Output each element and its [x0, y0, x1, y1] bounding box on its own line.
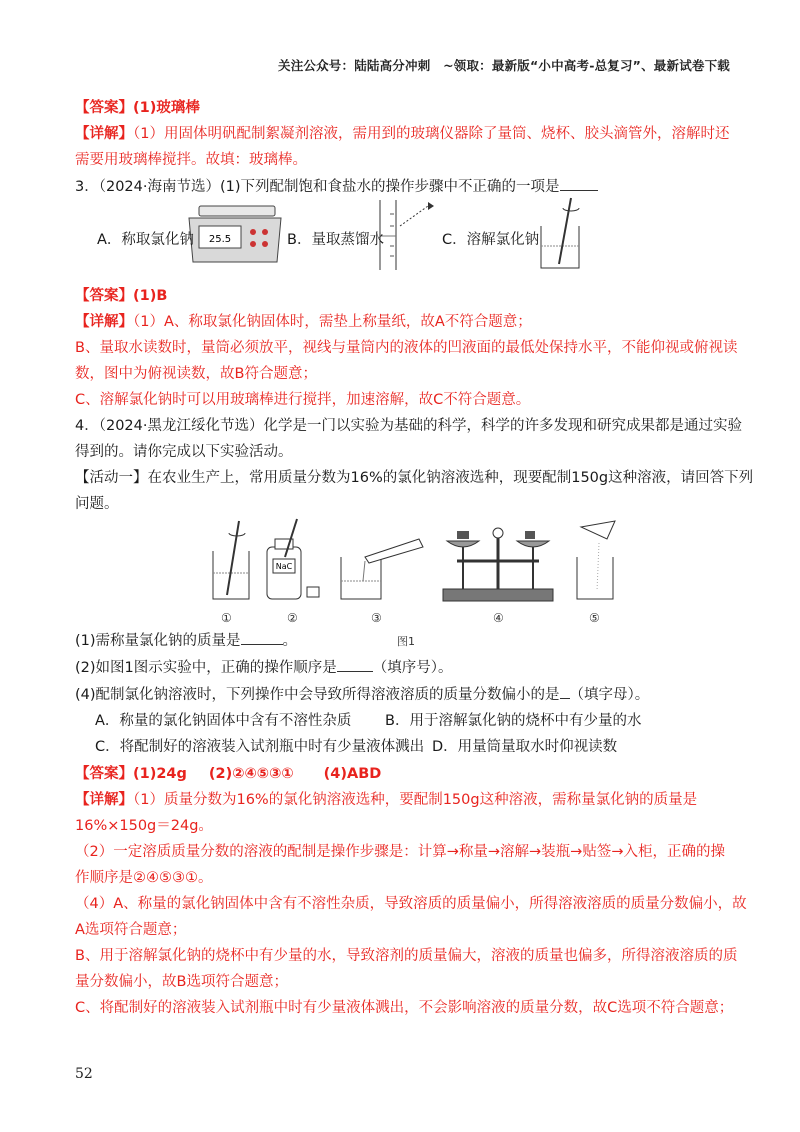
beaker-stirring-figure: [535, 196, 585, 272]
q3-detail-line-1: [75, 312, 532, 332]
q3-detail-line-2: B、量取水读数时，量筒必须放平，视线与量筒内的液体的凹液面的最低处保持水平，不能仰视或俯视读: [75, 340, 738, 356]
q3-stem-text: 3．（2024·海南节选）(1)下列配制饱和食盐水的操作步骤中不正确的一项是: [75, 179, 560, 195]
q4-sub-4: [75, 684, 649, 705]
q4-detail-line-2: 16%×150g＝24g。: [75, 818, 213, 834]
q4-sub-1-text: (1)需称量氯化钠的质量是: [75, 633, 241, 649]
q4-detail-line-5: （4）A、称量的氯化钠固体中含有不溶性杂质，导致溶质的质量偏小，所得溶液溶质的质量分数偏小，故: [75, 896, 747, 912]
q4-detail-line-6: A选项符合题意；: [75, 922, 187, 938]
q3-option-c: C．溶解氯化钠: [442, 232, 540, 248]
q3-detail-line-3: 数，图中为俯视读数，故B符合题意；: [75, 366, 317, 382]
fig1-label-1: ①: [221, 611, 232, 625]
detail-text: （1）用固体明矾配制絮凝剂溶液，需用到的玻璃仪器除了量筒、烧杯、胶头滴管外，溶解时还: [133, 126, 730, 142]
detail-text: （1）A、称取氯化钠固体时，需垫上称量纸，故A不符合题意；: [133, 314, 532, 330]
answer-text: (1)玻璃棒: [133, 100, 200, 116]
figure-1-experiment: [205, 517, 645, 617]
q4-activity-line-1: 【活动一】在农业生产上，常用质量分数为16%的氯化钠溶液选种，现要配制150g这种溶液，请回答下列: [75, 470, 754, 486]
electronic-balance-figure: [185, 200, 285, 270]
fig1-step-1-beaker-stirring: [213, 521, 249, 599]
detail-tag: 【详解】: [75, 126, 133, 142]
detail-tag: 【详解】: [75, 314, 133, 330]
q4-option-a: A．称量的氯化钠固体中含有不溶性杂质: [95, 713, 352, 729]
answer-blank: [560, 684, 570, 699]
q4-sub-1-end: 。: [282, 633, 298, 649]
answer-tag: 【答案】: [75, 100, 133, 116]
q4-detail-line-8: 量分数偏小，故B选项符合题意；: [75, 974, 288, 990]
answer-blank: [241, 630, 283, 645]
answer-tag: 【答案】: [75, 288, 133, 304]
answer-text: (1)B: [133, 288, 168, 304]
fig1-step-2-reagent-bottle: [267, 519, 319, 599]
answer-text-2: (2)②④⑤③①: [208, 766, 294, 782]
q3-detail-line-4: C、溶解氯化钠时可以用玻璃棒进行搅拌，加速溶解，故C不符合题意。: [75, 392, 531, 408]
answer-text-1: (1)24g: [133, 766, 187, 782]
q3-option-a: A．称取氯化钠: [97, 232, 194, 248]
fig1-label-3: ③: [371, 611, 382, 625]
q3-stem: [75, 176, 598, 197]
q3-option-b: B．量取蒸馏水: [287, 232, 384, 248]
q4-option-b: B．用于溶解氯化钠的烧杯中有少量的水: [385, 713, 642, 729]
q2-detail-line-1: [75, 124, 729, 144]
q2-answer: [75, 98, 200, 118]
q4-detail-line-7: B、用于溶解氯化钠的烧杯中有少量的水，导致溶剂的质量偏大，溶液的质量也偏多，所得溶液溶质的质: [75, 948, 738, 964]
q4-stem-line-1: 4．（2024·黑龙江绥化节选）化学是一门以实验为基础的科学，科学的许多发现和研究成果都是通过实验: [75, 418, 742, 434]
fig1-label-2: ②: [287, 611, 298, 625]
q4-activity-line-2: 问题。: [75, 496, 119, 512]
q4-sub-4-end: （填字母）。: [569, 687, 650, 703]
detail-text: （1）质量分数为16%的氯化钠溶液选种，要配制150g这种溶液，需称量氯化钠的质量是: [133, 792, 698, 808]
fig1-step-4-pan-balance: [443, 528, 553, 601]
q4-sub-4-text: (4)配制氯化钠溶液时，下列操作中会导致所得溶液溶质的质量分数偏小的是: [75, 687, 560, 703]
page-number: 52: [75, 1066, 93, 1082]
figure-caption: 图1: [397, 635, 415, 648]
q4-sub-2: [75, 657, 453, 678]
q4-answer: [75, 764, 381, 784]
answer-blank: [560, 176, 598, 191]
answer-blank: [337, 657, 373, 672]
q4-sub-2-text: (2)如图1图示实验中，正确的操作顺序是: [75, 660, 337, 676]
answer-tag: 【答案】: [75, 766, 133, 782]
page-header: 关注公众号：陆陆高分冲刺 ~领取：最新版“小中高考-总复习”、最新试卷下载: [278, 58, 730, 73]
q4-detail-line-3: （2）一定溶质质量分数的溶液的配制是操作步骤是：计算→称量→溶解→装瓶→贴签→入柜，正确的操: [75, 844, 725, 860]
detail-tag: 【详解】: [75, 792, 133, 808]
fig1-step-3-pouring-water: [341, 539, 423, 599]
q4-option-c: C．将配制好的溶液装入试剂瓶中时有少量液体溅出: [95, 739, 425, 755]
q4-detail-line-9: C、将配制好的溶液装入试剂瓶中时有少量液体溅出，不会影响溶液的质量分数，故C选项不符合题意；: [75, 1000, 734, 1016]
q4-stem-line-2: 得到的。请你完成以下实验活动。: [75, 444, 293, 460]
fig1-label-5: ⑤: [589, 611, 600, 625]
bottle-label: NaC: [275, 562, 293, 571]
q4-sub-2-end: （填序号）。: [372, 660, 453, 676]
q2-detail-line-2: 需要用玻璃棒搅拌。故填：玻璃棒。: [75, 152, 307, 168]
answer-text-4: (4)ABD: [323, 766, 382, 782]
fig1-label-4: ④: [493, 611, 504, 625]
balance-display: 25.5: [208, 234, 232, 245]
fig1-step-5-beaker-with-paper: [577, 521, 615, 599]
q4-sub-1: [75, 630, 297, 651]
q3-answer: [75, 286, 167, 306]
q4-detail-line-4: 作顺序是②④⑤③①。: [75, 870, 213, 886]
q4-detail-line-1: [75, 790, 697, 810]
q4-option-d: D．用量筒量取水时仰视读数: [432, 739, 618, 755]
